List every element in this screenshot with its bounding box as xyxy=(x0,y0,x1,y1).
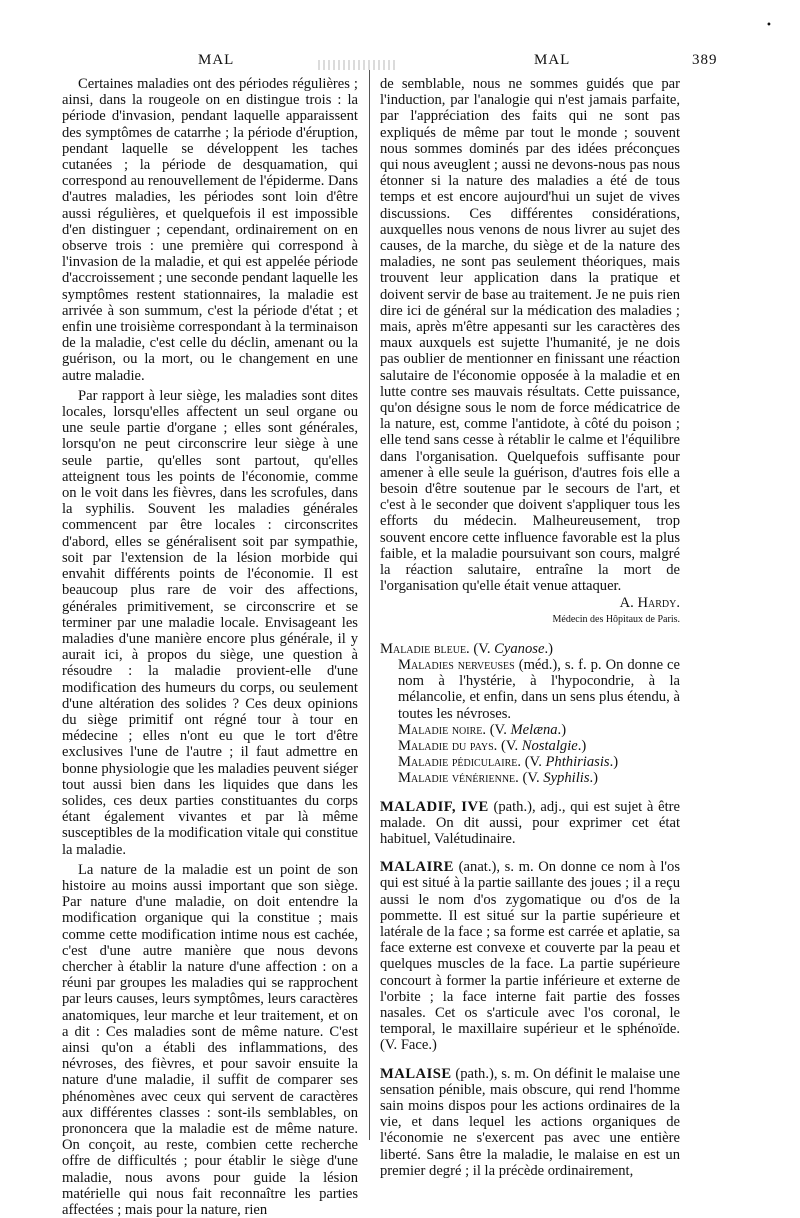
entry-head: MALAISE xyxy=(380,1065,452,1082)
paragraph-siege: Par rapport à leur siège, les maladies sont dites locales, lorsqu'elles affectent un seul organe ou une seule partie d'organe ; elles sont générales, lorsqu'on ne peut circonscrire leur siège à une seule partie, qu'elles sont partout, qu'elles atteignent tous les points de l'économie, comme on le voit dans les fièvres, dans les scrofules, dans la syphilis. Souvent les maladies générales commencent par être locales : circonscrites d'abord, elles se généralisent soit par sympathie, soit par l'extension de la lésion morbide qui envahit différents points de l'économie. Il est beaucoup plus rare de voir des affections, générales primitivement, se circonscrire et se terminer par une maladie locale. Envisageant les maladies d'une manière encore plus générale, il y aurait ici, à propos du siège, une question à résoudre : la maladie provient-elle d'une modification des humeurs du corps, ou seulement d'une altération des solides ? Ces deux opinions du siège primitif ont régné tour à tour en médecine ; elles n'ont eu que le tort d'être exclusives l'une de l'autre ; il faut admettre en bonne physiologie que les maladies peuvent siéger tout aussi bien dans les liquides que dans les solides, ces deux parties constituantes du corps étant également vivantes et par là même susceptibles de la modification vitale qui constitue la maladie. xyxy=(62,387,358,858)
sub-entry-maladie-noire xyxy=(380,722,680,738)
sub-entry-text: (V. xyxy=(469,640,495,657)
sub-entry-ref: Cyanose xyxy=(494,640,545,657)
running-head-left: MAL xyxy=(198,52,235,68)
right-column xyxy=(380,76,680,1179)
page-number: 389 xyxy=(692,52,718,68)
sub-entry-head: Maladies nerveuses xyxy=(398,656,515,673)
ink-smudge xyxy=(318,60,398,70)
entry-head: MALAIRE xyxy=(380,859,455,876)
page-mark: • xyxy=(766,20,772,31)
entry-maladif xyxy=(380,799,680,848)
running-head-right: MAL xyxy=(534,52,571,68)
sub-entry-ref: Syphilis xyxy=(543,770,590,787)
sub-entry-text: (V. xyxy=(521,754,546,771)
sub-entry-tail: .) xyxy=(577,737,587,754)
sub-entry-head: Maladie vénérienne. xyxy=(398,770,519,787)
column-divider xyxy=(369,70,370,1140)
sub-entry-maladie-venerienne xyxy=(380,770,680,786)
entry-malaire xyxy=(380,859,680,1053)
author-name: A. Hardy. xyxy=(619,594,680,611)
sub-entry-maladie-du-pays xyxy=(380,738,680,754)
entry-body: (path.), adj., qui est sujet à être malade. On dit aussi, pour exprimer cet état habituel, Valétudinaire. xyxy=(380,798,680,847)
author-signature xyxy=(380,595,680,611)
author-affiliation: Médecin des Hôpitaux de Paris. xyxy=(552,613,680,625)
sub-entry-ref: Nostalgie xyxy=(521,737,578,754)
sub-entry-text: (V. xyxy=(518,770,544,787)
sub-entry-tail: .) xyxy=(557,721,567,738)
paragraph-continuation: de semblable, nous ne sommes guidés que par l'induction, par l'analogie qui n'est jamais parfaite, par l'appréciation des faits qui ne sont pas expliqués de même par tout le monde ; souvent nous sommes dominés par des idées préconçues qui nous aveuglent ; aussi ne devons-nous pas nous étonner si la nature des maladies a été de tous temps et est encore aujourd'hui un sujet de vives discussions. Ces différentes considérations, auxquelles nous venons de nous livrer au sujet des causes, de la marche, du siège et de la nature des maladies, ne sont pas seulement théoriques, mais trouvent leur application dans la pratique et doivent servir de base au traitement. Je ne puis rien dire ici de général sur la médication des maladies ; mais, après m'être appesanti sur les caractères des maux auxquels est sujette l'humanité, je ne dois pas oublier de mentionner en finissant une réaction salutaire de l'économie opposée à la maladie et en lutte contre ses mauvais résultats. Cette puissance, qu'on désigne sous le nom de force médicatrice de la nature, est, comme l'antidote, à côté du poison ; elle tend sans cesse à rétablir le calme et l'équilibre dans l'organisation. Quelquefois suffisante pour amener à elle seule la guérison, d'autres fois elle a besoin d'être soutenue par le secours de l'art, et c'est à le seconder que doivent s'appliquer tous les efforts du médecin. Malheureusement, trop souvent encore cette influence favorable est la plus faible, et la maladie poursuivant son cours, malgré la réaction salutaire, entraîne la mort de l'organisation qu'elle était venue attaquer. xyxy=(380,76,680,595)
paragraph-nature: La nature de la maladie est un point de son histoire au moins aussi important que son siège. Par nature d'une maladie, on doit entendre la modification organique qui la constitue ; mais comme cette modification intime nous est cachée, c'est d'une autre manière que nous devons chercher à établir la nature d'une affection : on a réuni par groupes les maladies qui se rapprochent par leurs causes, leurs symptômes, leurs caractères anatomiques, leur marche et leur traitement, et on a dit : Ces maladies sont de même nature. C'est ainsi qu'on a établi des inflammations, des névroses, des fièvres, et pour savoir ensuite la nature d'une maladie, il suffit de comparer ses phénomènes avec ceux qui servent de caractères aux différentes classes : sont-ils semblables, on prononcera que la maladie est de même nature. On conçoit, au reste, combien cette recherche offre de difficultés ; pour établir le siège d'une maladie, nous avons pour guide la lésion matérielle qui nous fait reconnaître les parties affectées ; mais pour la nature, rien xyxy=(62,861,358,1218)
sub-entry-maladies-nerveuses xyxy=(380,657,680,722)
sub-entry-ref: Melæna xyxy=(510,721,558,738)
sub-entry-text: (V. xyxy=(497,737,522,754)
sub-entry-head: Maladie bleue. xyxy=(380,640,470,657)
entry-head: MALADIF, IVE xyxy=(380,798,489,815)
left-column xyxy=(62,76,358,1218)
paragraph-periods: Certaines maladies ont des périodes régulières ; ainsi, dans la rougeole on en distingue trois : la période d'invasion, pendant laquelle apparaissent des symptômes de catarrhe ; la période d'éruption, pendant laquelle se développent les taches cutanées ; la période de desquamation, qui correspond au renouvellement de l'épiderme. Dans d'autres maladies, les périodes sont loin d'être aussi régulières, et quelquefois il est impossible d'en distinguer ; cependant, ordinairement on en observe trois : une première qui correspond à l'invasion de la maladie, et qui est appelée période d'accroissement ; une seconde pendant laquelle les symptômes restent stationnaires, la maladie est arrivée à son summum, c'est la période d'état ; et enfin une troisième correspondant à la terminaison de la maladie, c'est celle du déclin, amenant ou la guérison, ou la mort, ou le changement en une autre maladie. xyxy=(62,76,359,384)
sub-entry-text: (méd.), s. f. p. On donne ce nom à l'hystérie, à l'hypocondrie, à la mélancolie, et enfin, dans un sens plus étendu, à toutes les névroses. xyxy=(398,656,680,722)
sub-entry-maladie-bleue xyxy=(380,641,680,657)
sub-entry-head: Maladie pédiculaire. xyxy=(398,754,522,771)
sub-entry-ref: Phthiriasis xyxy=(545,754,610,771)
sub-entry-head: Maladie noire. xyxy=(398,721,487,738)
sub-entry-tail: .) xyxy=(589,770,599,787)
sub-entry-text: (V. xyxy=(486,721,511,738)
sub-entry-maladie-pediculaire xyxy=(380,754,680,770)
entry-body: (anat.), s. m. On donne ce nom à l'os qui est situé à la partie saillante des joues ; il a reçu aussi le nom d'os zygomatique ou d'os de la pommette. Il est situé sur la partie supérieure et latérale de la face ; sa forme est carrée et aplatie, sa face externe est convexe et couverte par la peau et quelques muscles de la face. La partie supérieure concourt à former la partie inférieure et externe de l'orbite ; la face interne fait partie des fosses nasales. Cet os s'articule avec l'os coronal, le temporal, le maxillaire supérieur et le sphénoïde. (V. Face.) xyxy=(380,859,680,1054)
entry-body: (path.), s. m. On définit le malaise une sensation pénible, mais obscure, qui rend l'homme sain moins dispos pour les actions ordinaires de la vie, et dans lequel les actions organiques de l'économie ne s'exercent pas avec une entière liberté. Sans être la maladie, le malaise en est un premier degré ; il la précède ordinairement, xyxy=(380,1065,680,1179)
sub-entry-head: Maladie du pays. xyxy=(398,737,498,754)
sub-entry-tail: .) xyxy=(544,640,553,657)
sub-entry-tail: .) xyxy=(609,754,619,771)
